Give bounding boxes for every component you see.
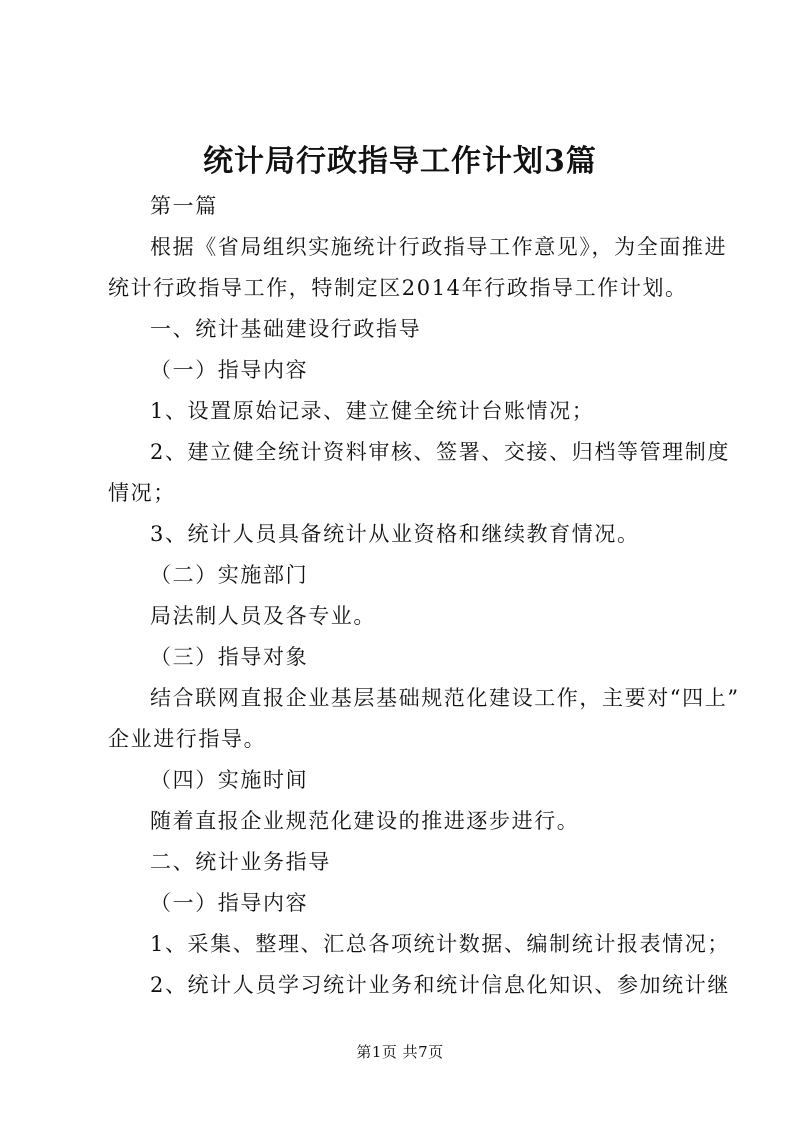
- paragraph-line: 结合联网直报企业基层基础规范化建设工作，主要对“四上”: [150, 686, 740, 710]
- section-heading-part-1: 第一篇: [150, 194, 218, 218]
- list-item: 1、设置原始记录、建立健全统计台账情况；: [150, 399, 595, 423]
- list-item-continuation: 情况；: [108, 481, 176, 505]
- paragraph-line: 根据《省局组织实施统计行政指导工作意见》，为全面推进: [150, 235, 728, 259]
- section-heading: 二、统计业务指导: [150, 850, 331, 874]
- list-item: 2、统计人员学习统计业务和统计信息化知识、参加统计继: [150, 973, 730, 997]
- paragraph-line: 统计行政指导工作，特制定区2014年行政指导工作计划。: [108, 276, 688, 300]
- subsection-heading: （一）指导内容: [150, 891, 309, 915]
- section-heading: 一、统计基础建设行政指导: [150, 317, 422, 341]
- document-title: 统计局行政指导工作计划3篇: [203, 144, 597, 179]
- paragraph-line: 企业进行指导。: [108, 727, 267, 751]
- list-item: 1、采集、整理、汇总各项统计数据、编制统计报表情况；: [150, 932, 730, 956]
- paragraph-line: 随着直报企业规范化建设的推进逐步进行。: [150, 809, 580, 833]
- list-item: 2、建立健全统计资料审核、签署、交接、归档等管理制度: [150, 440, 730, 464]
- page-footer: 第1页 共7页: [356, 1043, 444, 1061]
- subsection-heading: （二）实施部门: [150, 563, 309, 587]
- subsection-heading: （一）指导内容: [150, 358, 309, 382]
- subsection-heading: （三）指导对象: [150, 645, 309, 669]
- paragraph-line: 局法制人员及各专业。: [150, 604, 376, 628]
- document-body: [108, 186, 740, 1006]
- list-item: 3、统计人员具备统计从业资格和继续教育情况。: [150, 522, 640, 546]
- subsection-heading: （四）实施时间: [150, 768, 309, 792]
